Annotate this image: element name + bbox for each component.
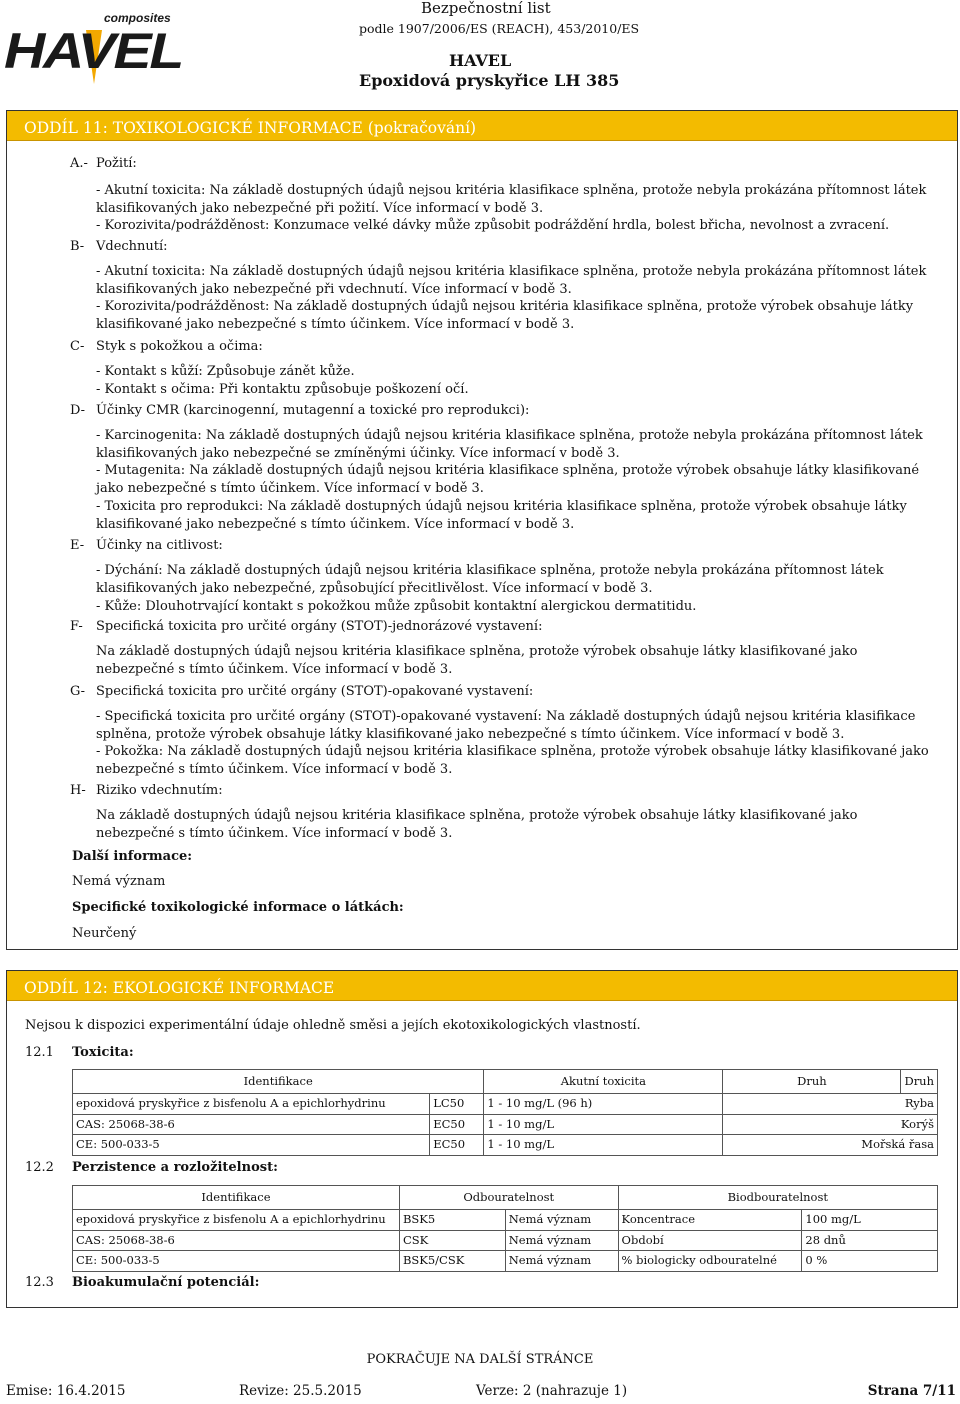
table-row [73,1135,938,1156]
item-f-title: Specifická toxicita pro určité orgány (STOT)-jednorázové vystavení: [96,619,543,634]
cell-endpoint: LC50 [430,1094,484,1115]
cell-substance-id: CE: 500-033-5 [73,1135,430,1156]
cell-value: 1 - 10 mg/L (96 h) [484,1094,723,1115]
item-e-title: Účinky na citlivost: [96,538,223,553]
header-species-2: Druh [901,1070,938,1094]
section-11 [6,110,958,950]
cell-species: Mořská řasa [723,1135,938,1156]
cell-substance-id: CAS: 25068-38-6 [73,1114,430,1135]
subsection-12-2-number: 12.2 [25,1160,54,1175]
item-d-text-1: - Karcinogenita: Na základě dostupných údajů nejsou kritéria klasifikace splněna, protože nebyla prokázána přítomnost látek klasifikovaných jako nebezpečné se zmíněnými účinky. Více informací v bodě 3. [96,428,923,461]
cell-bio-value: 0 % [802,1251,938,1272]
item-e-text-2: - Kůže: Dlouhotrvající kontakt s pokožkou může způsobit kontaktní alergickou dermatitidu. [96,599,697,614]
cell-endpoint: EC50 [430,1114,484,1135]
item-d-label: D- [70,403,86,418]
cell-parameter: BSK5 [399,1210,505,1231]
other-info-heading: Další informace: [72,849,193,864]
subsection-12-3-title: Bioakumulační potenciál: [72,1275,260,1290]
item-e-text-1: - Dýchání: Na základě dostupných údajů nejsou kritéria klasifikace splněna, protože nebyla prokázána přítomnost látek klasifikovaných jako nebezpečné, způsobující přecitlivělost. Více informací v bodě 3. [96,563,884,596]
cell-substance-id: CE: 500-033-5 [73,1251,400,1272]
item-d-text-2: - Mutagenita: Na základě dostupných údajů nejsou kritéria klasifikace splněna, protože výrobek obsahuje látky klasifikované jako nebezpečné s tímto účinkem. Více informací v bodě 3. [96,463,920,496]
eco-intro: Nejsou k dispozici experimentální údaje ohledně směsi a jejích ekotoxikologických vlastností. [25,1018,641,1033]
regulation-reference: podle 1907/2006/ES (REACH), 453/2010/ES [359,21,640,36]
header-identification: Identifikace [73,1186,400,1210]
other-info-text: Nemá význam [72,874,166,889]
cell-bio-parameter: % biologicky odbouratelné [618,1251,802,1272]
item-a-text-2: - Korozivita/podrážděnost: Konzumace velké dávky může způsobit podráždění hrdla, bolest břicha, nevolnost a zvracení. [96,218,890,233]
cell-substance-id: CAS: 25068-38-6 [73,1230,400,1251]
page-number: Strana 7/11 [867,1383,956,1399]
table-row [73,1210,938,1231]
specific-info-heading: Specifické toxikologické informace o látkách: [72,900,404,915]
header-acute-toxicity: Akutní toxicita [484,1070,723,1094]
section-12-title: ODDÍL 12: EKOLOGICKÉ INFORMACE [7,971,957,1001]
cell-bio-value: 28 dnů [802,1230,938,1251]
cell-value: Nemá význam [505,1251,618,1272]
cell-parameter: BSK5/CSK [399,1251,505,1272]
item-c-text-2: - Kontakt s očima: Při kontaktu způsobuje poškození očí. [96,382,469,397]
section-12 [6,970,958,1308]
table-row [73,1251,938,1272]
cell-endpoint: EC50 [430,1135,484,1156]
cell-parameter: CSK [399,1230,505,1251]
version: Verze: 2 (nahrazuje 1) [476,1383,628,1399]
item-h-title: Riziko vdechnutím: [96,783,223,798]
item-b-text-2: - Korozivita/podrážděnost: Na základě dostupných údajů nejsou kritéria klasifikace splněna, protože výrobek obsahuje látky klasifikované jako nebezpečné s tímto účinkem. Více informací v bodě 3. [96,299,914,332]
logo-subtext: composites [104,11,171,25]
section-11-title: ODDÍL 11: TOXIKOLOGICKÉ INFORMACE (pokračování) [7,111,957,141]
brand-name: HAVEL [449,51,512,70]
item-g-text-1: - Specifická toxicita pro určité orgány (STOT)-opakované vystavení: Na základě dostupných údajů nejsou kritéria klasifikace splněna, protože výrobek obsahuje látky klasifikované jako nebezpečné s tímto účinkem. Více informací v bodě 3. [96,709,916,742]
cell-substance-id: epoxidová pryskyřice z bisfenolu A a epichlorhydrinu [73,1210,400,1231]
item-f-text: Na základě dostupných údajů nejsou kritéria klasifikace splněna, protože výrobek obsahuje látky klasifikované jako nebezpečné s tímto účinkem. Více informací v bodě 3. [96,644,858,677]
header-degradability: Odbouratelnost [399,1186,618,1210]
cell-species: Korýš [723,1114,938,1135]
cell-bio-value: 100 mg/L [802,1210,938,1231]
item-h-label: H- [70,783,86,798]
item-c-title: Styk s pokožkou a očima: [96,339,263,354]
item-h-text: Na základě dostupných údajů nejsou kritéria klasifikace splněna, protože výrobek obsahuje látky klasifikované jako nebezpečné s tímto účinkem. Více informací v bodě 3. [96,808,858,841]
item-f-label: F- [70,619,83,634]
degradability-table-header [73,1186,938,1210]
item-g-text-2: - Pokožka: Na základě dostupných údajů nejsou kritéria klasifikace splněna, protože výrobek obsahuje látky klasifikované jako nebezpečné s tímto účinkem. Více informací v bodě 3. [96,744,929,777]
table-row [73,1094,938,1115]
item-g-title: Specifická toxicita pro určité orgány (STOT)-opakované vystavení: [96,684,534,699]
logo-text: HAVEL [4,23,183,79]
item-d-title: Účinky CMR (karcinogenní, mutagenní a toxické pro reprodukci): [96,403,530,418]
table-row [73,1230,938,1251]
subsection-12-1-title: Toxicita: [72,1045,134,1060]
item-a-text-1: - Akutní toxicita: Na základě dostupných údajů nejsou kritéria klasifikace splněna, protože nebyla prokázána přítomnost látek klasifikovaných jako nebezpečné při požití. Více informací v bodě 3. [96,183,927,216]
cell-species: Ryba [723,1094,938,1115]
cell-value: Nemá význam [505,1230,618,1251]
header-species: Druh [723,1070,901,1094]
product-name: Epoxidová pryskyřice LH 385 [359,71,620,90]
toxicity-table-header [73,1070,938,1094]
header-biodegradability: Biodbouratelnost [618,1186,937,1210]
cell-value: Nemá význam [505,1210,618,1231]
toxicity-table [72,1069,938,1156]
page-header [0,0,960,100]
cell-value: 1 - 10 mg/L [484,1135,723,1156]
table-row [73,1114,938,1135]
revision-date: Revize: 25.5.2015 [239,1383,362,1399]
item-a-label: A.- [70,156,88,171]
item-a-title: Požití: [96,156,137,171]
item-c-label: C- [70,339,85,354]
document-title: Bezpečnostní list [421,0,551,17]
subsection-12-3-number: 12.3 [25,1275,54,1290]
subsection-12-1-number: 12.1 [25,1045,54,1060]
item-d-text-3: - Toxicita pro reprodukci: Na základě dostupných údajů nejsou kritéria klasifikace splněna, protože výrobek obsahuje látky klasifikované jako nebezpečné s tímto účinkem. Více informací v bodě 3. [96,499,907,532]
item-b-title: Vdechnutí: [96,239,168,254]
cell-substance-id: epoxidová pryskyřice z bisfenolu A a epichlorhydrinu [73,1094,430,1115]
item-c-text-1: - Kontakt s kůží: Způsobuje zánět kůže. [96,364,355,379]
continued-notice: POKRAČUJE NA DALŠÍ STRÁNCE [366,1352,594,1367]
specific-info-text: Neurčený [72,926,137,941]
havel-logo [2,8,187,88]
item-b-text-1: - Akutní toxicita: Na základě dostupných údajů nejsou kritéria klasifikace splněna, protože nebyla prokázána přítomnost látek klasifikovaných jako nebezpečné při vdechnutí. Více informací v bodě 3. [96,264,927,297]
degradability-table [72,1185,938,1272]
cell-bio-parameter: Koncentrace [618,1210,802,1231]
cell-value: 1 - 10 mg/L [484,1114,723,1135]
item-e-label: E- [70,538,85,553]
item-g-label: G- [70,684,86,699]
issue-date: Emise: 16.4.2015 [6,1383,126,1399]
item-b-label: B- [70,239,85,254]
cell-bio-parameter: Období [618,1230,802,1251]
header-identification: Identifikace [73,1070,484,1094]
subsection-12-2-title: Perzistence a rozložitelnost: [72,1160,278,1175]
